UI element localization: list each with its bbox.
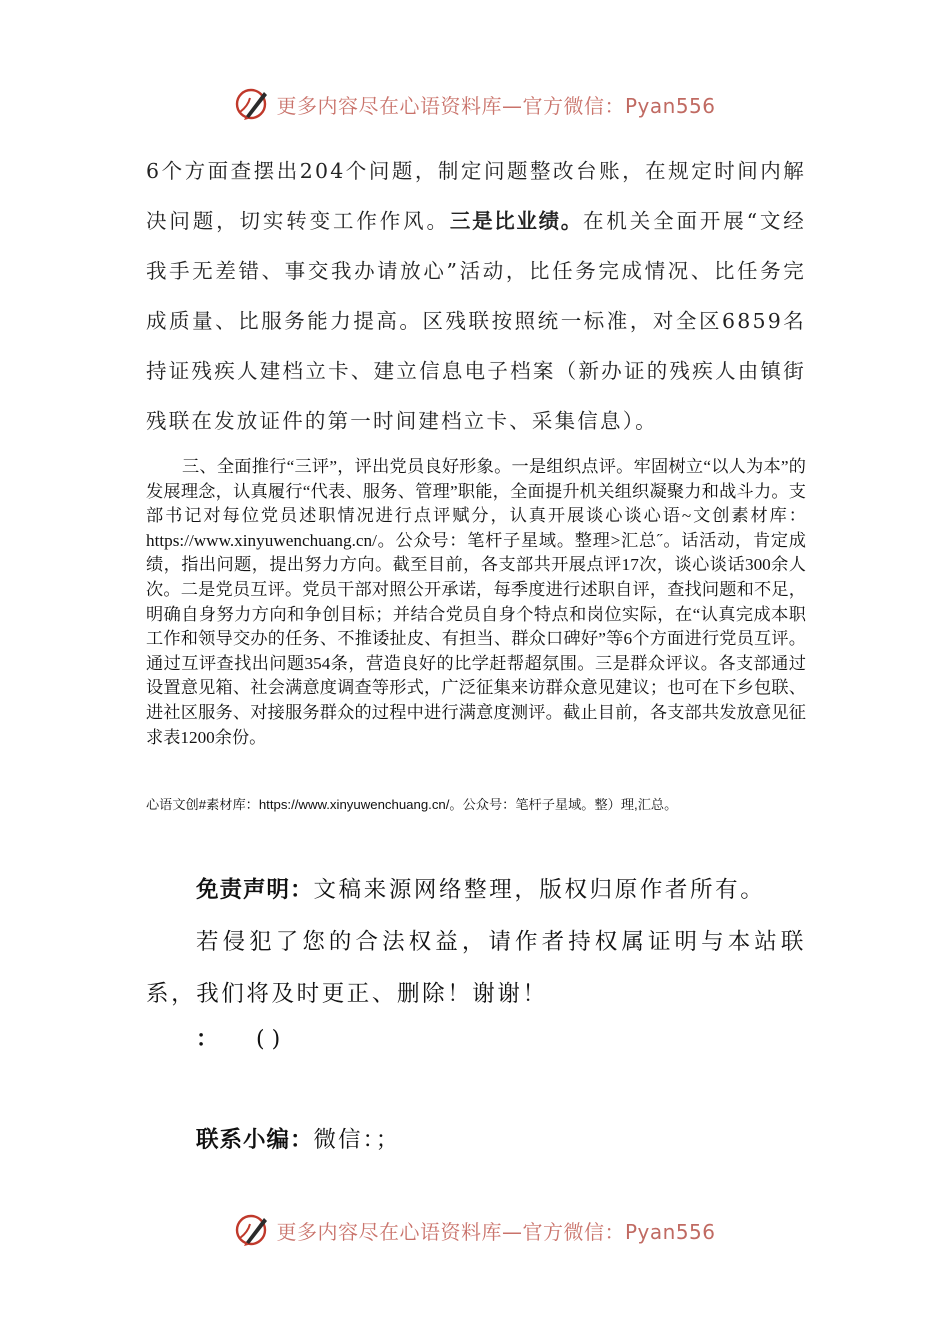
credit-line: 心语文创#素材库：https://www.xinyuwenchuang.cn/。公众号：笔杆子星域。整）理,汇总。 — [146, 797, 678, 812]
contact-label: 联系小编： — [196, 1127, 314, 1153]
banner-text: 更多内容尽在心语资料库—官方微信：Pyan556 — [276, 93, 716, 118]
pen-logo-icon — [234, 1212, 270, 1248]
banner-text: 更多内容尽在心语资料库—官方微信：Pyan556 — [276, 1219, 716, 1244]
wechat-id: Pyan556 — [624, 1219, 716, 1244]
paragraph-2: 三、全面推行“三评”，评出党员良好形象。一是组织点评。牢固树立“以人为本”的发展理念，认真履行“代表、服务、管理”职能，全面提升机关组织凝聚力和战斗力。支部书记对每位党员述职情况进行点评赋分，认真开展谈心谈心语~文创素材库：https://www.xinyuwenchuang.cn/。公众号：笔杆子星域。整理>汇总˝。话活动，肯定成绩，指出问题，提出努力方向。截至目前，各支部共开展点评17次，谈心谈话300余人次。二是党员互评。党员干部对照公开承诺，每季度进行述职自评，查找问题和不足，明确自身努力方向和争创目标；并结合党员自身个特点和岗位实际，在“认真完成本职工作和领导交办的任务、不推诿扯皮、有担当、群众口碑好”等6个方面进行党员互评。通过互评查找出问题354条，营造良好的比学赶帮超氛围。三是群众评议。各支部通过设置意见箱、社会满意度调查等形式，广泛征集来访群众意见建议；也可在下乡包联、进社区服务、对接服务群众的过程中进行满意度测评。截止目前，各支部共发放意见征求表1200余份。 — [146, 457, 806, 747]
footer-banner — [0, 1210, 950, 1250]
bold-heading: 三是比业绩。 — [449, 209, 583, 233]
disclaimer-label: 免责声明： — [196, 877, 314, 903]
header-banner — [0, 84, 950, 124]
pen-logo-icon — [234, 86, 270, 122]
contact-line — [196, 1114, 400, 1166]
empty-paren: ( ) — [256, 1027, 281, 1052]
paragraph-1: 6个方面查摆出204个问题，制定问题整改台账，在规定时间内解决问题，切实转变工作作风。三是比业绩。在机关全面开展“文经我手无差错、事交我办请放心”活动，比任务完成情况、比任务完成质量、比服务能力提高。区残联按照统一标准，对全区6859名持证残疾人建档立卡、建立信息电子档案（新办证的残疾人由镇街残联在发放证件的第一时间建档立卡、采集信息）。 — [146, 159, 807, 433]
disclaimer-line-1: 免责声明：文稿来源网络整理，版权归原作者所有。 — [196, 877, 766, 903]
wechat-id: Pyan556 — [624, 93, 716, 118]
colon-line: ： ( ) — [196, 1027, 281, 1052]
contact-value: 微信：； — [313, 1127, 401, 1153]
disclaimer-line-2: 若侵犯了您的合法权益，请作者持权属证明与本站联系，我们将及时更正、删除！谢谢！ — [146, 929, 806, 1007]
